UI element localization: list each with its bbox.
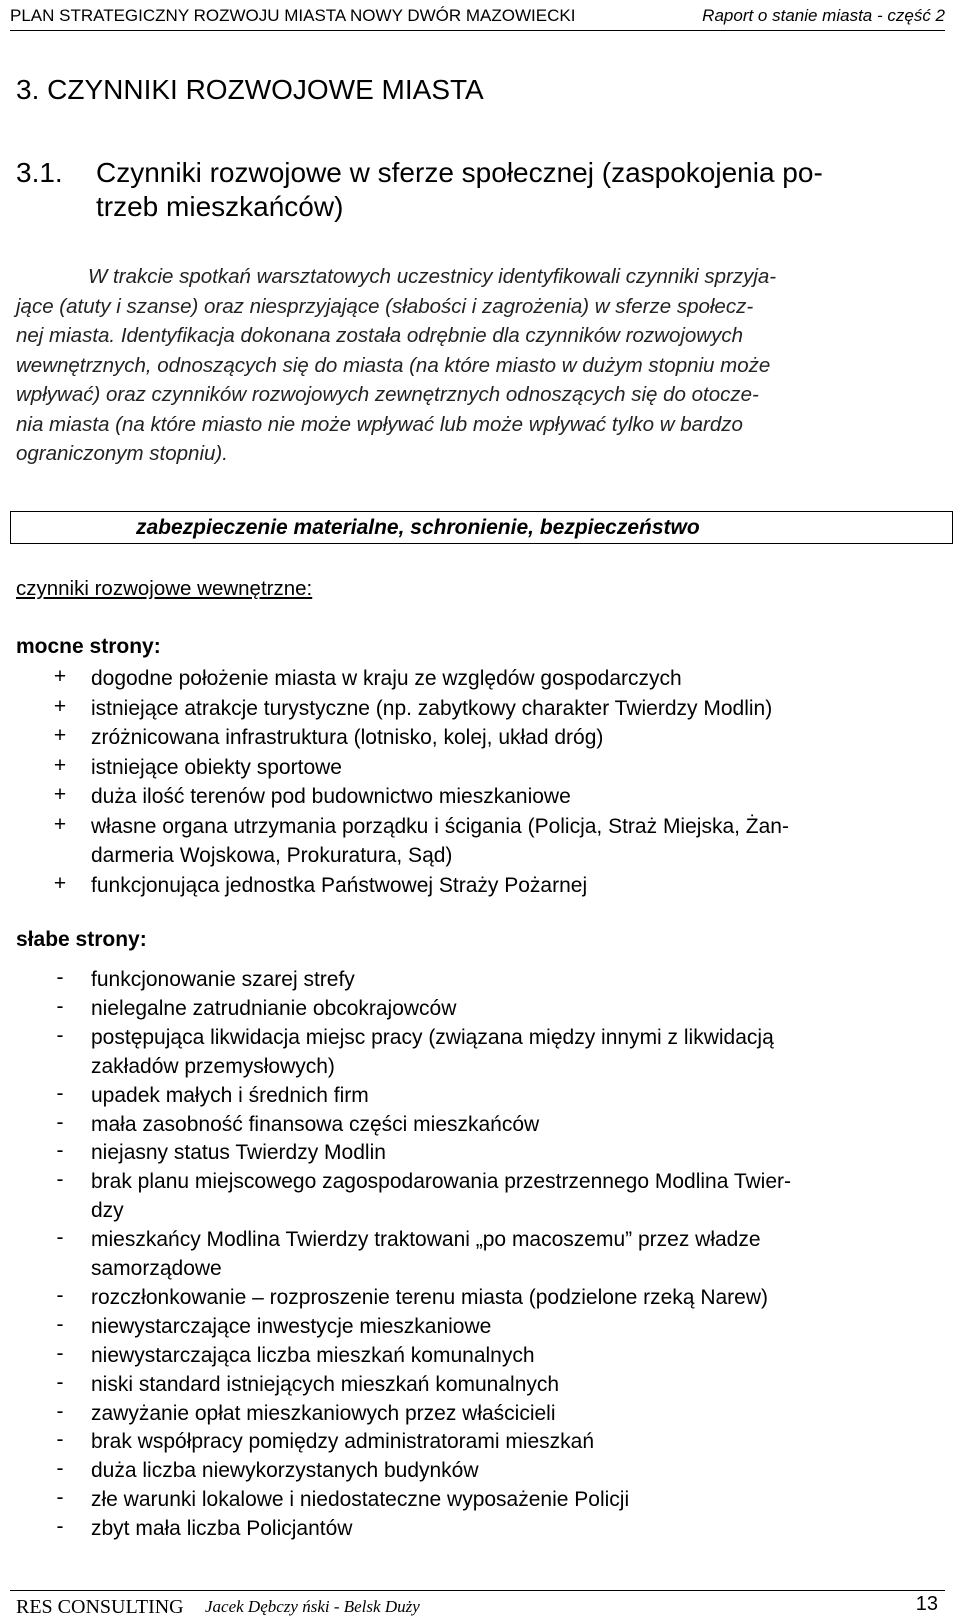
weakness-item-text: brak współpracy pomiędzy administratorami mieszkań [91, 1430, 595, 1454]
weakness-item-text: mieszkańcy Modlina Twierdzy traktowani „po macoszemu” przez władze [91, 1228, 761, 1252]
weakness-item-marker: - [56, 1226, 64, 1250]
weakness-item-marker: - [56, 1457, 64, 1481]
strength-item-text: darmeria Wojskowa, Prokuratura, Sąd) [91, 844, 453, 867]
subsection-label: czynniki rozwojowe wewnętrzne: [16, 577, 313, 600]
footer-divider [10, 1590, 945, 1591]
weakness-item-marker: - [56, 1515, 64, 1539]
footer-company: RES CONSULTING [16, 1596, 184, 1618]
weakness-item-marker: - [56, 1312, 64, 1336]
strength-item-marker: + [53, 753, 67, 777]
section-number: 3.1. [16, 157, 63, 188]
strength-item-text: duża ilość terenów pod budownictwo mieszkaniowe [91, 785, 571, 808]
intro-line: ograniczonym stopniu). [16, 442, 228, 465]
weakness-item-marker: - [56, 1139, 64, 1163]
weakness-item-marker: - [56, 1370, 64, 1394]
weakness-item-marker: - [56, 1283, 64, 1307]
weaknesses-heading: słabe strony: [16, 928, 147, 951]
weakness-item-text: funkcjonowanie szarej strefy [91, 968, 355, 991]
category-box [10, 511, 953, 544]
strength-item-text: dogodne położenie miasta w kraju ze względów gospodarczych [91, 667, 682, 690]
weakness-item-text: nielegalne zatrudnianie obcokrajowców [91, 996, 457, 1020]
report-part: Raport o stanie miasta - część 2 [702, 6, 945, 25]
weakness-item-marker: - [56, 1399, 64, 1423]
weakness-item-text: zakładów przemysłowych) [91, 1054, 335, 1078]
weakness-item-text: rozczłonkowanie – rozproszenie terenu miasta (podzielone rzeką Narew) [91, 1285, 768, 1309]
document-title: PLAN STRATEGICZNY ROZWOJU MIASTA NOWY DWÓR MAZOWIECKI [10, 6, 576, 25]
strength-item-text: istniejące atrakcje turystyczne (np. zabytkowy charakter Twierdzy Modlin) [91, 696, 773, 720]
strength-item-marker: + [53, 665, 67, 688]
weakness-item-marker: - [56, 1023, 64, 1047]
strengths-heading: mocne strony: [16, 635, 161, 658]
weakness-item-text: postępująca likwidacja miejsc pracy (związana między innymi z likwidacją [91, 1025, 774, 1049]
weakness-item-text: samorządowe [91, 1256, 222, 1280]
footer-authors: Jacek Dębczy ński - Belsk Duży [205, 1597, 420, 1616]
weakness-item-marker: - [56, 1486, 64, 1510]
weakness-item-text: złe warunki lokalowe i niedostateczne wyposażenie Policji [91, 1488, 630, 1512]
weakness-item-text: zbyt mała liczba Policjantów [91, 1517, 353, 1541]
weakness-item-text: dzy [91, 1199, 124, 1223]
weakness-item-text: mała zasobność finansowa części mieszkańców [91, 1112, 540, 1136]
weakness-item-text: niewystarczająca liczba mieszkań komunalnych [91, 1343, 535, 1367]
weakness-item-marker: - [56, 1168, 64, 1192]
section-title-line: trzeb mieszkańców) [96, 191, 344, 222]
weakness-item-text: zawyżanie opłat mieszkaniowych przez właścicieli [91, 1401, 556, 1425]
strength-item-marker: + [53, 694, 67, 718]
weakness-item-text: duża liczba niewykorzystanych budynków [91, 1459, 479, 1483]
strength-item-text: zróżnicowana infrastruktura (lotnisko, kolej, układ dróg) [91, 726, 604, 749]
weakness-item-text: upadek małych i średnich firm [91, 1083, 369, 1107]
weakness-item-text: niejasny status Twierdzy Modlin [91, 1141, 386, 1165]
category-label: zabezpieczenie materialne, schronienie, bezpieczeństwo [136, 516, 700, 539]
weakness-item-marker: - [56, 1428, 64, 1452]
chapter-title: 3. CZYNNIKI ROZWOJOWE MIASTA [16, 74, 484, 105]
strength-item-marker: + [53, 812, 67, 836]
page-number: 13 [915, 1593, 938, 1615]
weakness-item-text: niewystarczające inwestycje mieszkaniowe [91, 1314, 492, 1338]
weakness-item-marker: - [56, 994, 64, 1018]
weakness-item-marker: - [56, 1341, 64, 1365]
intro-line: wpływać) oraz czynników rozwojowych zewnętrznych odnoszących się do otocze- [16, 383, 759, 406]
strength-item-text: istniejące obiekty sportowe [91, 755, 342, 779]
weakness-item-marker: - [56, 966, 64, 989]
strength-item-marker: + [53, 871, 67, 895]
intro-line: wewnętrznych, odnoszących się do miasta (na które miasto w dużym stopniu może [16, 353, 771, 377]
weakness-item-text: niski standard istniejących mieszkań komunalnych [91, 1372, 560, 1396]
strength-item-text: własne organa utrzymania porządku i ścigania (Policja, Straż Miejska, Żan- [91, 814, 789, 838]
weakness-item-marker: - [56, 1081, 64, 1105]
intro-line: jące (atuty i szanse) oraz niesprzyjające (słabości i zagrożenia) w sferze społecz- [16, 294, 754, 318]
weakness-item-text: brak planu miejscowego zagospodarowania przestrzennego Modlina Twier- [91, 1170, 792, 1194]
page-header [10, 6, 945, 31]
intro-line: W trakcie spotkań warsztatowych uczestnicy identyfikowali czynniki sprzyja- [88, 265, 777, 288]
section-title-line: Czynniki rozwojowe w sferze społecznej (zaspokojenia po- [96, 157, 823, 188]
intro-line: nej miasta. Identyfikacja dokonana została odrębnie dla czynników rozwojowych [16, 324, 744, 347]
intro-line: nia miasta (na które miasto nie może wpływać lub może wpływać tylko w bardzo [16, 412, 743, 436]
weakness-item-marker: - [56, 1110, 64, 1134]
strength-item-marker: + [53, 783, 67, 806]
strength-item-marker: + [53, 724, 67, 747]
strength-item-text: funkcjonująca jednostka Państwowej Straży Pożarnej [91, 873, 588, 897]
